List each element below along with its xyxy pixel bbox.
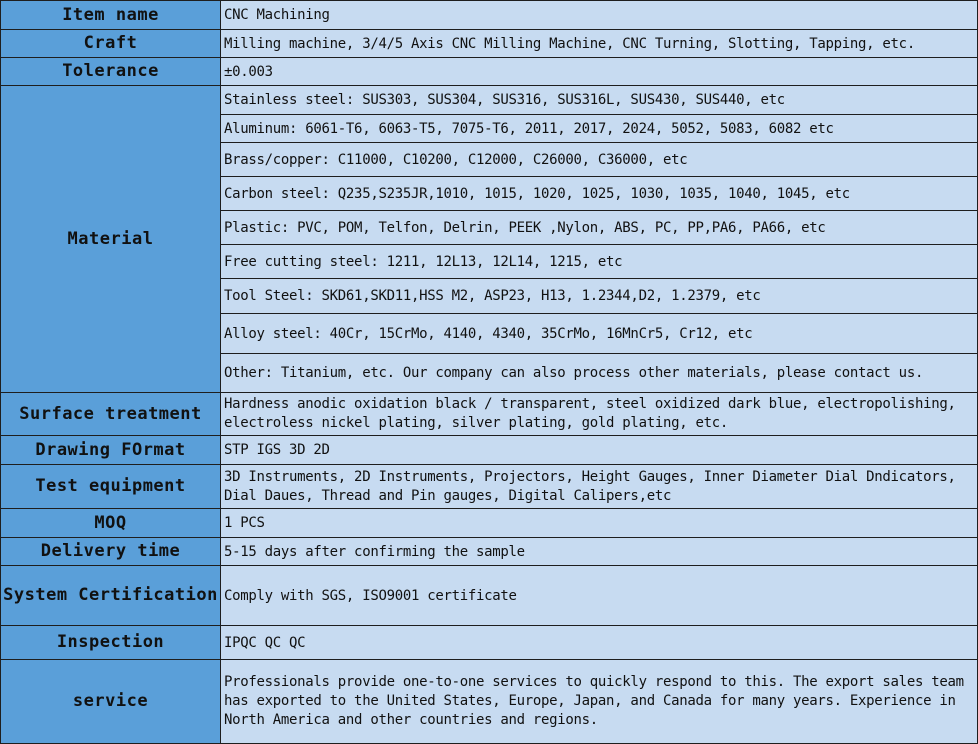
material-plastic: Plastic: PVC, POM, Telfon, Delrin, PEEK ,Nylon, ABS, PC, PP,PA6, PA66, etc [221, 211, 978, 245]
delivery-time-value: 5-15 days after confirming the sample [221, 538, 978, 566]
table-row [1, 393, 978, 436]
table-row [1, 538, 978, 566]
material-alloy-steel: Alloy steel: 40Cr, 15CrMo, 4140, 4340, 35CrMo, 16MnCr5, Cr12, etc [221, 314, 978, 354]
system-certification-value: Comply with SGS, ISO9001 certificate [221, 566, 978, 626]
material-tool-steel: Tool Steel: SKD61,SKD11,HSS M2, ASP23, H13, 1.2344,D2, 1.2379, etc [221, 279, 978, 314]
material-label: Material [1, 86, 221, 393]
system-certification-label: System Certification [1, 566, 221, 626]
table-row [1, 660, 978, 744]
table-row [1, 30, 978, 58]
surface-treatment-value: Hardness anodic oxidation black / transparent, steel oxidized dark blue, electropolishing, electroless nickel plating, silver plating, gold plating, etc. [221, 393, 978, 436]
table-row [1, 566, 978, 626]
table-row [1, 436, 978, 465]
service-label: service [1, 660, 221, 744]
table-row [1, 626, 978, 660]
item-name-label: Item name [1, 1, 221, 30]
material-stainless: Stainless steel: SUS303, SUS304, SUS316, SUS316L, SUS430, SUS440, etc [221, 86, 978, 115]
material-other: Other: Titanium, etc. Our company can also process other materials, please contact us. [221, 354, 978, 393]
tolerance-label: Tolerance [1, 58, 221, 86]
material-brass: Brass/copper: C11000, C10200, C12000, C26000, C36000, etc [221, 143, 978, 177]
surface-treatment-label: Surface treatment [1, 393, 221, 436]
table-row [1, 86, 978, 115]
moq-label: MOQ [1, 509, 221, 538]
table-row [1, 58, 978, 86]
inspection-value: IPQC QC QC [221, 626, 978, 660]
craft-value: Milling machine, 3/4/5 Axis CNC Milling Machine, CNC Turning, Slotting, Tapping, etc. [221, 30, 978, 58]
table-row [1, 509, 978, 538]
test-equipment-value: 3D Instruments, 2D Instruments, Projectors, Height Gauges, Inner Diameter Dial Dndicators, Dial Daues, Thread and Pin gauges, Digital Calipers,etc [221, 465, 978, 509]
drawing-format-value: STP IGS 3D 2D [221, 436, 978, 465]
moq-value: 1 PCS [221, 509, 978, 538]
craft-label: Craft [1, 30, 221, 58]
table-row [1, 1, 978, 30]
drawing-format-label: Drawing FOrmat [1, 436, 221, 465]
material-aluminum: Aluminum: 6061-T6, 6063-T5, 7075-T6, 2011, 2017, 2024, 5052, 5083, 6082 etc [221, 115, 978, 143]
service-value: Professionals provide one-to-one services to quickly respond to this. The export sales team has exported to the United States, Europe, Japan, and Canada for many years. Experience in North America and other countries and regions. [221, 660, 978, 744]
table-row [1, 465, 978, 509]
material-free-cutting-steel: Free cutting steel: 1211, 12L13, 12L14, 1215, etc [221, 245, 978, 279]
material-carbon-steel: Carbon steel: Q235,S235JR,1010, 1015, 1020, 1025, 1030, 1035, 1040, 1045, etc [221, 177, 978, 211]
item-name-value: CNC Machining [221, 1, 978, 30]
tolerance-value: ±0.003 [221, 58, 978, 86]
inspection-label: Inspection [1, 626, 221, 660]
test-equipment-label: Test equipment [1, 465, 221, 509]
delivery-time-label: Delivery time [1, 538, 221, 566]
